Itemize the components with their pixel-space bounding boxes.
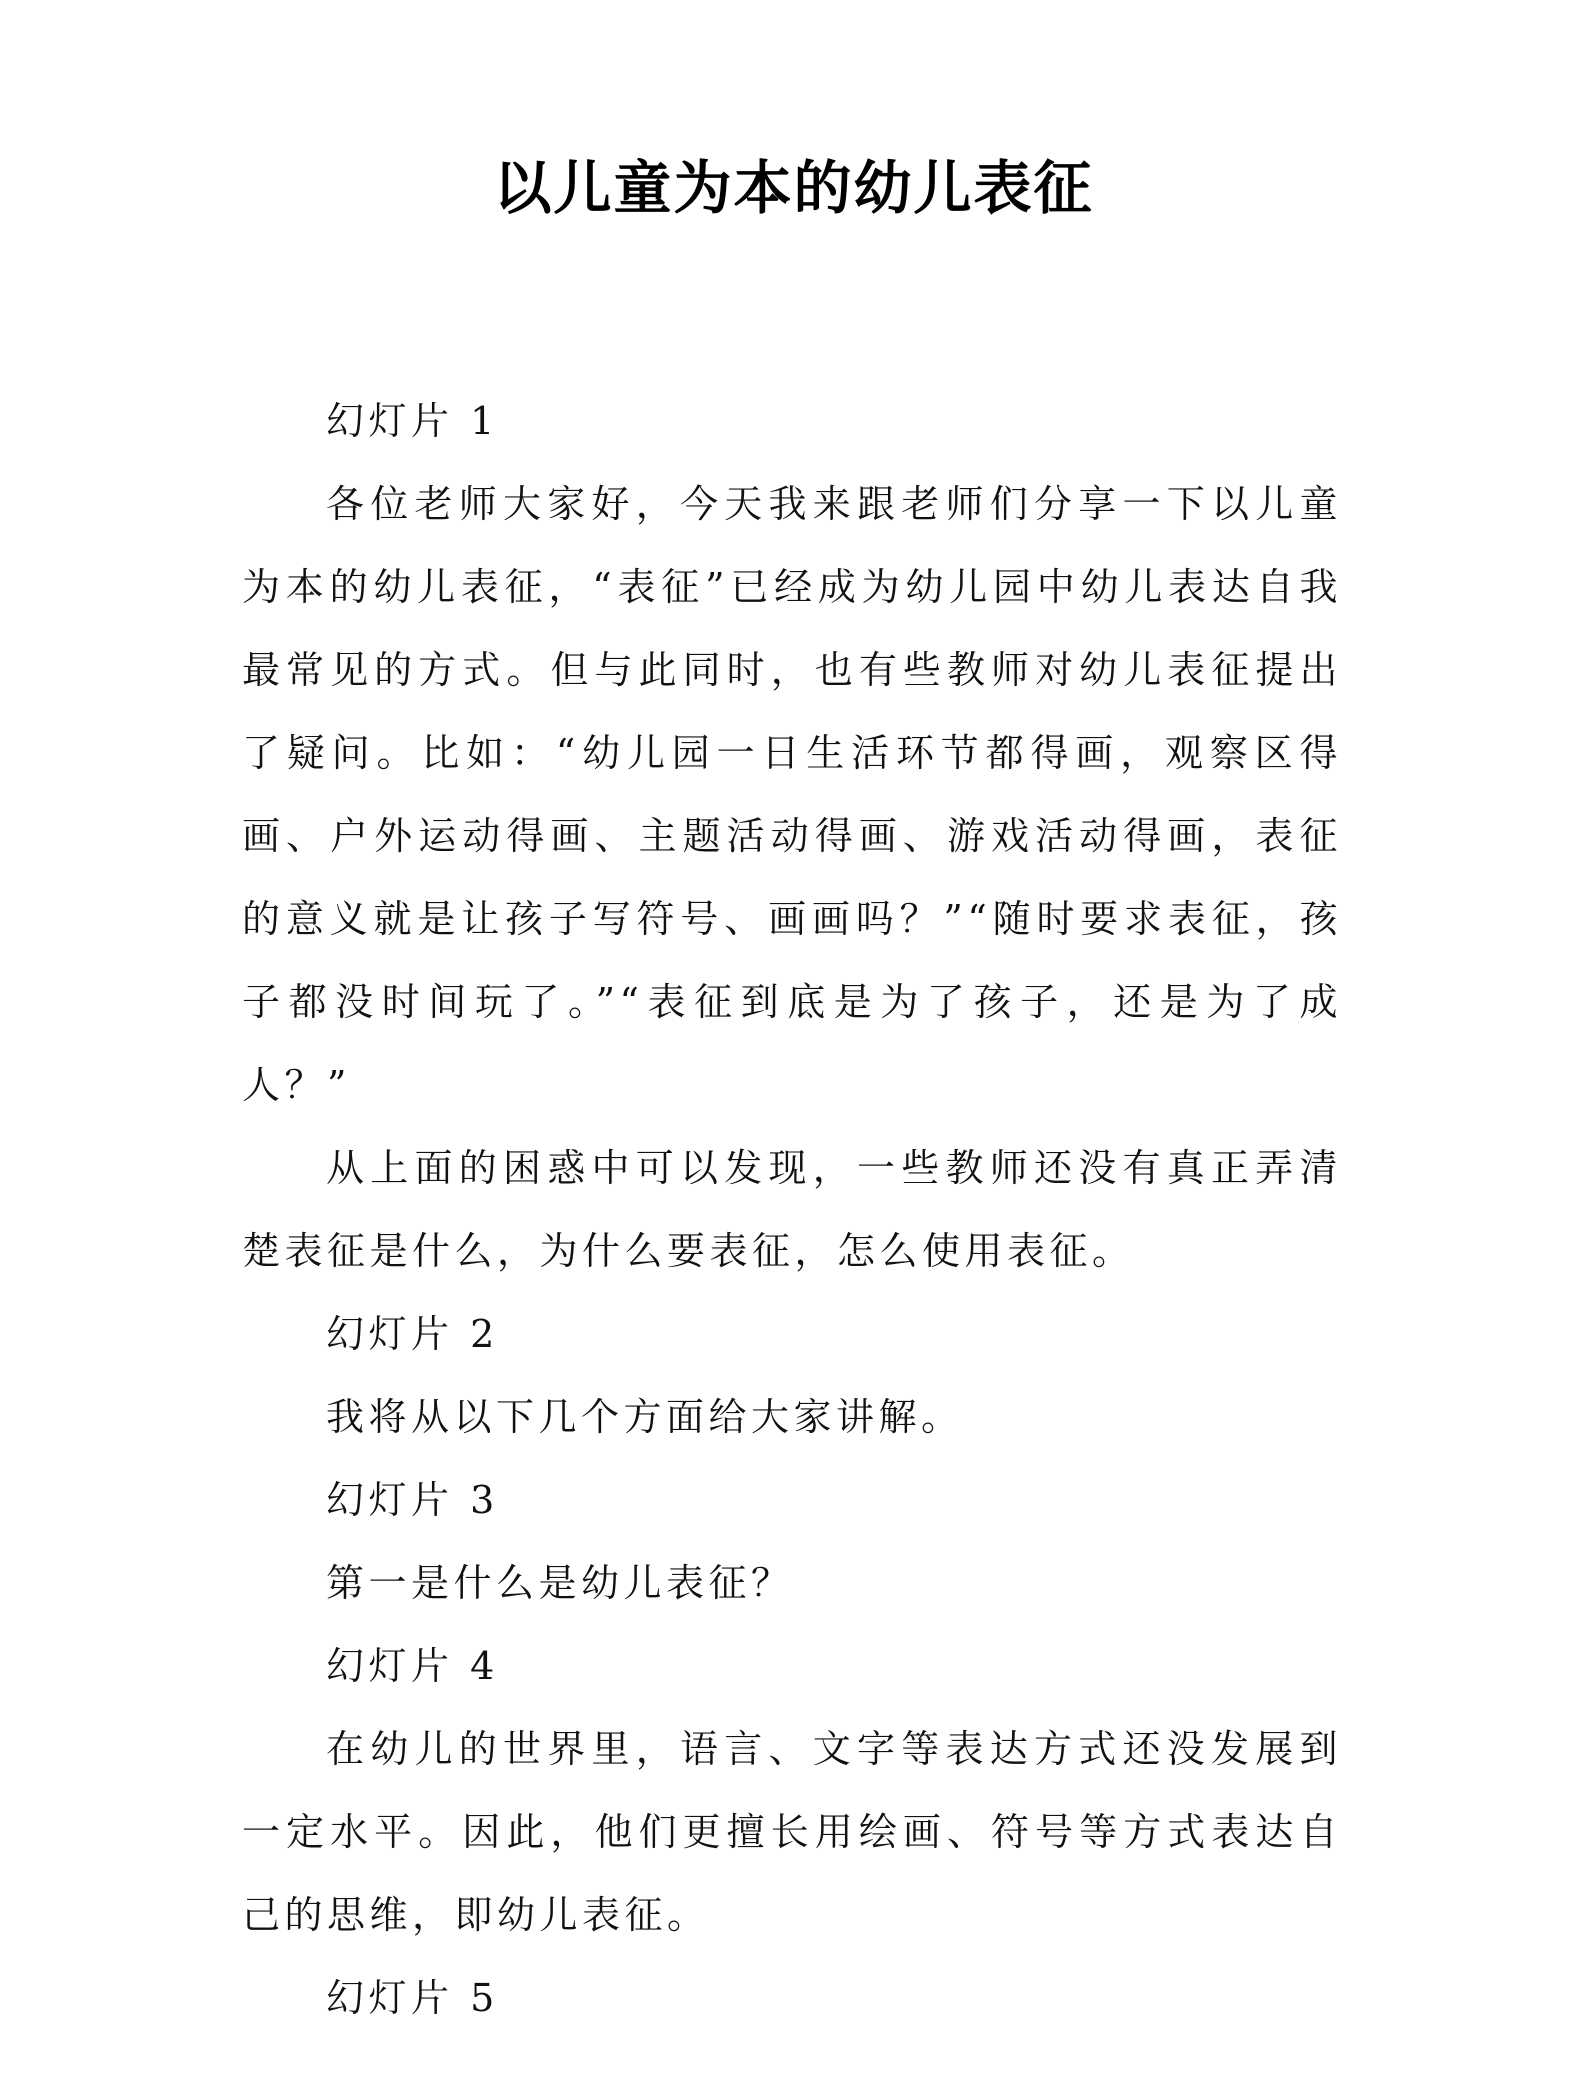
document-title: 以儿童为本的幼儿表征 [493, 154, 1094, 222]
slide-heading-3: 幻灯片 3 [326, 1478, 499, 1522]
paragraph-question: 第一是什么是幼儿表征？ [326, 1561, 794, 1605]
slide-heading-4: 幻灯片 4 [326, 1644, 499, 1688]
slide-heading-2: 幻灯片 2 [326, 1312, 499, 1356]
slide-heading-1: 幻灯片 1 [326, 399, 499, 443]
paragraph-definition: 在幼儿的世界里，语言、文字等表达方式还没发展到一定水平。因此，他们更擅长用绘画、符号等方式表达自己的思维，即幼儿表征。 [242, 1727, 1342, 1937]
paragraph-outline: 我将从以下几个方面给大家讲解。 [326, 1395, 964, 1439]
document-body [242, 380, 1342, 2040]
paragraph-intro: 各位老师大家好，今天我来跟老师们分享一下以儿童为本的幼儿表征，“表征”已经成为幼儿园中幼儿表达自我最常见的方式。但与此同时，也有些教师对幼儿表征提出了疑问。比如：“幼儿园一日生活环节都得画，观察区得画、户外运动得画、主题活动得画、游戏活动得画，表征的意义就是让孩子写符号、画画吗？”“随时要求表征，孩子都没时间玩了。”“表征到底是为了孩子，还是为了成人？” [242, 482, 1342, 1107]
slide-heading-5: 幻灯片 5 [326, 1976, 499, 2020]
paragraph-confusion: 从上面的困惑中可以发现，一些教师还没有真正弄清楚表征是什么，为什么要表征，怎么使用表征。 [242, 1146, 1342, 1273]
